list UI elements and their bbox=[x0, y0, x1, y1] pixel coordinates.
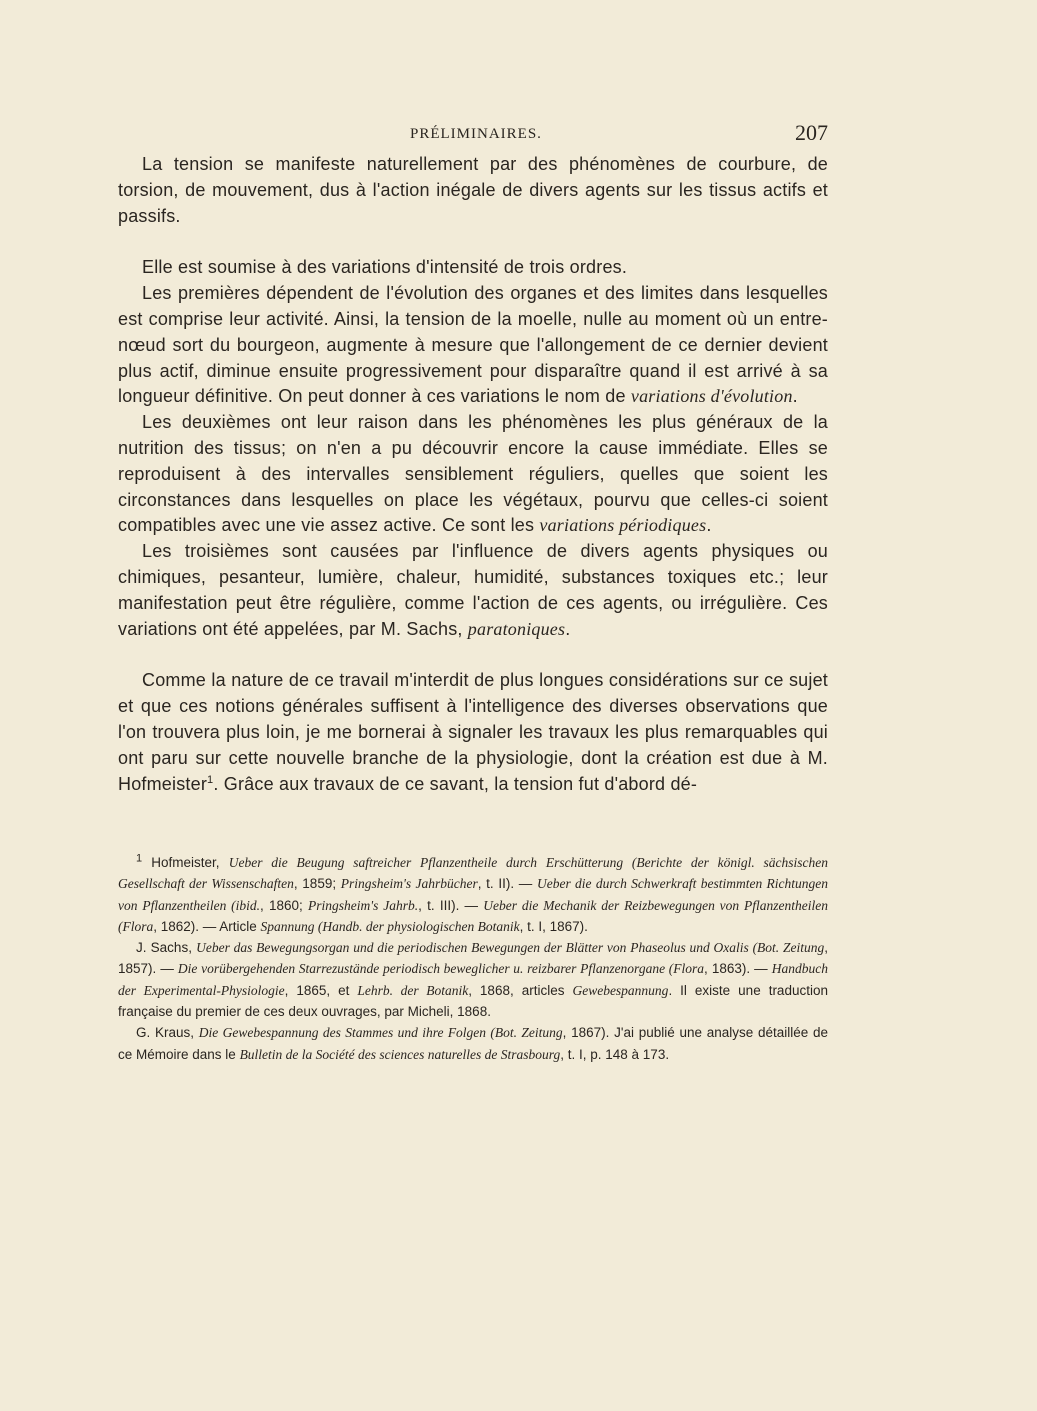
emphasis: variations périodiques bbox=[539, 515, 707, 536]
paragraph: Les premières dépendent de l'évolution des organes et des limites dans lesquelles est comprise leur activité. Ainsi, la tension de la moelle, nulle au moment où un entre-nœud sort du bourgeon, augmente à mesure que l'allongement de ce dernier devient plus actif, diminue ensuite progressivement pour disparaître quand il est arrivé à sa longueur définitive. On peut donner à ces variations le nom de variations d'évolution. bbox=[118, 283, 828, 407]
footnotes bbox=[118, 852, 828, 1065]
page-header bbox=[118, 122, 828, 150]
paragraph: Comme la nature de ce travail m'interdit de plus longues considérations sur ce sujet et que ces notions générales suffisent à l'intelligence des diverses observations que l'on trouvera plus loin, je me bornerai à signaler les travaux les plus remarquables qui ont paru sur cette nouvelle branche de la physiologie, dont la création est due à M. Hofmeister$^1$. Grâce aux travaux de ce savant, la tension fut d'abord dé- bbox=[118, 670, 828, 794]
footnote: J. Sachs, Ueber das Bewegungsorgan und die periodischen Bewegungen der Blätter von Phaseolus und Oxalis (Bot. Zeitung, 1857). — Die vorübergehenden Starrezustände periodisch beweglicher u. reizbarer Pflanzenorgane (Flora, 1863). — Handbuch der Experimental-Physiologie, 1865, et Lehrb. der Botanik, 1868, articles Gewebespannung. Il existe une traduction française du premier de ces deux ouvrages, par Micheli, 1868. bbox=[118, 940, 828, 1020]
main-text bbox=[118, 152, 828, 797]
paragraph: La tension se manifeste naturellement par des phénomènes de courbure, de torsion, de mouvement, dus à l'action inégale de divers agents sur les tissus actifs et passifs. bbox=[118, 154, 828, 226]
running-title: PRÉLIMINAIRES. bbox=[410, 126, 542, 142]
footnote-number: 1 bbox=[136, 852, 143, 865]
page-number: 207 bbox=[795, 120, 828, 145]
footnote: $^1$ Hofmeister, Ueber die Beugung saftreicher Pflanzentheile durch Erschütterung (Berichte der königl. sächsischen Gesellschaft der Wissenschaften, 1859; Pringsheim's Jahrbücher, t. II). — Ueber die durch Schwerkraft bestimmten Richtungen von Pflanzentheilen (ibid., 1860; Pringsheim's Jahrb., t. III). — Ueber die Mechanik der Reizbewegungen von Pflanzentheilen (Flora, 1862). — Article Spannung (Handb. der physiologischen Botanik, t. I, 1867). bbox=[118, 852, 829, 934]
emphasis: paratoniques bbox=[467, 618, 566, 639]
footnote-marker[interactable]: 1 bbox=[207, 773, 214, 786]
paragraph: Les deuxièmes ont leur raison dans les phénomènes les plus généraux de la nutrition des tissus; on n'en a pu découvrir encore la cause immédiate. Elles se reproduisent à des intervalles sensiblement réguliers, quelles que soient les circonstances dans lesquelles on place les végétaux, pourvu que celles-ci soient compatibles avec une vie assez active. Ce sont les variations périodiques. bbox=[118, 412, 828, 536]
emphasis: variations d'évolution bbox=[630, 386, 793, 407]
paragraph: Les troisièmes sont causées par l'influence de divers agents physiques ou chimiques, pesanteur, lumière, chaleur, humidité, substances toxiques etc.; leur manifestation peut être régulière, comme l'action de ces agents, ou irrégulière. Ces variations ont été appelées, par M. Sachs, paratoniques. bbox=[118, 541, 828, 639]
footnote: G. Kraus, Die Gewebespannung des Stammes und ihre Folgen (Bot. Zeitung, 1867). J'ai publié une analyse détaillée de ce Mémoire dans le Bulletin de la Société des sciences naturelles de Strasbourg, t. I, p. 148 à 173. bbox=[118, 1025, 828, 1062]
paragraph: Elle est soumise à des variations d'intensité de trois ordres. bbox=[142, 257, 628, 278]
